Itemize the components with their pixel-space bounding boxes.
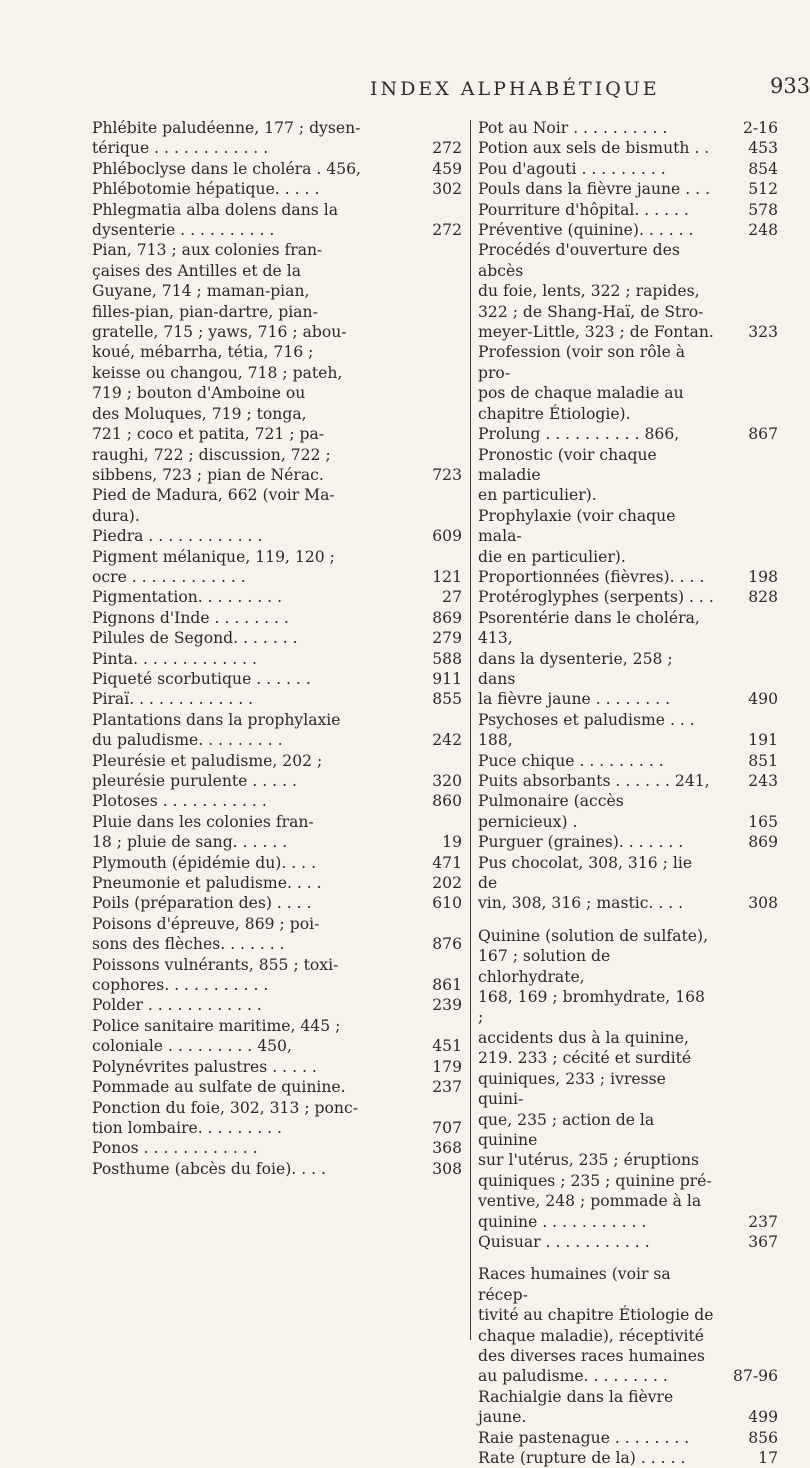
entry-text: Piedra . . . . . . . . . . . . (92, 527, 263, 546)
entry-text: Pied de Madura, 662 (voir Ma- (92, 486, 335, 505)
entry-text: en particulier). (478, 486, 597, 505)
entry-page-ref: 121 (432, 567, 462, 586)
entry-text: cophores. . . . . . . . . . . (92, 976, 269, 995)
entry-page-ref: 368 (432, 1139, 462, 1158)
index-entry (92, 363, 462, 383)
entry-text: Pneumonie et paludisme. . . . (92, 874, 322, 893)
entry-page-ref: 855 (432, 690, 462, 709)
index-entry (92, 751, 462, 771)
index-entry (92, 608, 462, 628)
entry-text: Ponos . . . . . . . . . . . . (92, 1139, 258, 1158)
index-entry (92, 1016, 462, 1036)
entry-page-ref: 27 (442, 588, 462, 607)
index-entry (478, 322, 778, 342)
index-entry (478, 1346, 778, 1366)
index-entry (92, 791, 462, 811)
entry-page-ref: 239 (432, 996, 462, 1015)
entry-page-ref: 179 (432, 1057, 462, 1076)
index-entry (92, 424, 462, 444)
entry-text: Pigmentation. . . . . . . . . (92, 588, 283, 607)
entry-text: Piraï. . . . . . . . . . . . . (92, 690, 254, 709)
index-entry (92, 710, 462, 730)
entry-page-ref: 867 (748, 425, 778, 444)
index-entry (92, 771, 462, 791)
entry-text: vin, 308, 316 ; mastic. . . . (478, 894, 684, 913)
entry-page-ref: 17 (758, 1449, 778, 1467)
index-entry (478, 567, 778, 587)
entry-text: Police sanitaire maritime, 445 ; (92, 1016, 341, 1035)
index-entry (92, 1098, 462, 1118)
index-entry (478, 118, 778, 138)
entry-text: çaises des Antilles et de la (92, 261, 302, 280)
index-entry (92, 240, 462, 260)
entry-text: Protéroglyphes (serpents) . . . (478, 588, 714, 607)
entry-page-ref: 242 (432, 731, 462, 750)
entry-text: raughi, 722 ; discussion, 722 ; (92, 445, 331, 464)
index-entry (92, 873, 462, 893)
entry-page-ref: 609 (432, 527, 462, 546)
entry-page-ref: 272 (432, 221, 462, 240)
entry-text: Quisuar . . . . . . . . . . . (478, 1232, 650, 1251)
entry-text: Prolung . . . . . . . . . . 866, (478, 425, 680, 444)
index-entry (478, 179, 778, 199)
entry-text: 721 ; coco et patita, 721 ; pa- (92, 425, 325, 444)
index-entry (478, 1150, 778, 1170)
index-entry (478, 302, 778, 322)
index-entry (92, 138, 462, 158)
entry-text: Psorentérie dans le choléra, 413, (478, 608, 700, 648)
index-entry (92, 1138, 462, 1158)
index-entry (92, 526, 462, 546)
index-entry (92, 934, 462, 954)
entry-text: Pian, 713 ; aux colonies fran- (92, 241, 323, 260)
index-entry (478, 1110, 778, 1151)
entry-page-ref: 911 (432, 669, 462, 688)
index-entry (92, 1159, 462, 1179)
entry-text: Phlébotomie hépatique. . . . . (92, 180, 320, 199)
index-entry (478, 1305, 778, 1325)
entry-text: 719 ; bouton d'Amboine ou (92, 384, 306, 403)
running-title: INDEX ALPHABÉTIQUE (370, 78, 660, 100)
entry-text: du paludisme. . . . . . . . . (92, 731, 283, 750)
index-entry (92, 1036, 462, 1056)
entry-text: Procédés d'ouverture des abcès (478, 241, 680, 280)
index-entry (92, 342, 462, 362)
index-entry (92, 730, 462, 750)
entry-text: tion lombaire. . . . . . . . . (92, 1118, 283, 1137)
entry-page-ref: 459 (432, 159, 462, 178)
entry-text: Psychoses et paludisme . . . 188, (478, 710, 695, 750)
entry-text: coloniale . . . . . . . . . 450, (92, 1037, 292, 1056)
index-entry (478, 1387, 778, 1428)
entry-page-ref: 237 (432, 1078, 462, 1097)
index-entry (92, 955, 462, 975)
entry-text: tivité au chapitre Étiologie de (478, 1306, 714, 1325)
entry-text: Plotoses . . . . . . . . . . . (92, 792, 267, 811)
entry-text: Guyane, 714 ; maman-pian, (92, 282, 310, 301)
entry-text: chapitre Étiologie). (478, 404, 631, 423)
index-entry (478, 506, 778, 547)
index-entry (92, 995, 462, 1015)
index-entry (92, 179, 462, 199)
index-entry (478, 1028, 778, 1048)
entry-page-ref: 860 (432, 792, 462, 811)
entry-text: Pouls dans la fièvre jaune . . . (478, 180, 711, 199)
entry-page-ref: 191 (748, 731, 778, 750)
index-entry (92, 669, 462, 689)
entry-page-ref: 828 (748, 588, 778, 607)
entry-text: die en particulier). (478, 547, 626, 566)
index-entry (478, 485, 778, 505)
entry-text: Prophylaxie (voir chaque mala- (478, 506, 676, 546)
entry-page-ref: 323 (748, 323, 778, 342)
entry-text: Plantations dans la prophylaxie (92, 710, 341, 729)
entry-page-ref: 320 (432, 772, 462, 790)
index-entry (478, 342, 778, 383)
entry-page-ref: 856 (748, 1428, 778, 1447)
entry-page-ref: 367 (748, 1232, 778, 1251)
entry-text: Phléboclyse dans le choléra . 456, (92, 159, 362, 178)
index-entry (478, 1212, 778, 1232)
entry-text: gratelle, 715 ; yaws, 716 ; abou- (92, 323, 347, 342)
entry-text: Pleurésie et paludisme, 202 ; (92, 751, 323, 770)
entry-page-ref: 869 (748, 833, 778, 852)
index-entry (92, 914, 462, 934)
index-entry (478, 138, 778, 158)
index-entry (92, 649, 462, 669)
entry-text: meyer-Little, 323 ; de Fontan. (478, 323, 714, 342)
index-entry (478, 751, 778, 771)
entry-text: koué, mébarrha, tétia, 716 ; (92, 343, 314, 362)
entry-text: Plymouth (épidémie du). . . . (92, 853, 317, 872)
index-entry (92, 628, 462, 648)
entry-text: Proportionnées (fièvres). . . . (478, 567, 705, 586)
entry-page-ref: 869 (432, 608, 462, 627)
entry-page-ref: 308 (432, 1159, 462, 1178)
entry-text: keisse ou changou, 718 ; pateh, (92, 363, 343, 382)
entry-page-ref: 854 (748, 159, 778, 178)
entry-text: Pot au Noir . . . . . . . . . . (478, 119, 668, 137)
entry-text: sibbens, 723 ; pian de Nérac. (92, 465, 324, 484)
entry-text: Raie pastenague . . . . . . . . (478, 1428, 690, 1447)
entry-page-ref: 453 (748, 139, 778, 158)
index-entry (92, 485, 462, 505)
entry-text: Rachialgie dans la fièvre jaune. (478, 1387, 674, 1427)
entry-page-ref: 2-16 (742, 119, 778, 137)
index-group-p (478, 118, 778, 914)
index-entry (92, 812, 462, 832)
entry-text: dans la dysenterie, 258 ; dans (478, 649, 673, 688)
entry-page-ref: 451 (432, 1037, 462, 1056)
entry-text: Phlegmatia alba dolens dans la (92, 200, 338, 219)
index-entry (92, 832, 462, 852)
entry-page-ref: 861 (432, 976, 462, 995)
entry-text: 219. 233 ; cécité et surdité (478, 1049, 692, 1068)
entry-text: la fièvre jaune . . . . . . . . (478, 690, 671, 709)
index-entry (478, 926, 778, 946)
entry-text: Pus chocolat, 308, 316 ; lie de (478, 853, 693, 893)
entry-text: Rate (rupture de la) . . . . . (478, 1449, 686, 1467)
entry-text: Purguer (graines). . . . . . . (478, 833, 684, 852)
index-entry (478, 1366, 778, 1386)
entry-text: quiniques ; 235 ; quinine pré- (478, 1171, 712, 1190)
entry-text: Préventive (quinine). . . . . . (478, 221, 694, 240)
entry-page-ref: 851 (748, 751, 778, 770)
index-entry (478, 689, 778, 709)
index-entry (478, 1326, 778, 1346)
entry-text: du foie, lents, 322 ; rapides, (478, 282, 700, 301)
entry-page-ref: 707 (432, 1118, 462, 1137)
entry-page-ref: 490 (748, 690, 778, 709)
index-entry (478, 987, 778, 1028)
index-entry (478, 159, 778, 179)
index-entry (92, 465, 462, 485)
entry-text: sons des flèches. . . . . . . (92, 935, 285, 954)
entry-page-ref: 512 (748, 180, 778, 199)
index-entry (92, 322, 462, 342)
index-entry (92, 445, 462, 465)
entry-text: Poissons vulnérants, 855 ; toxi- (92, 955, 339, 974)
entry-text: dura). (92, 506, 140, 525)
index-entry (92, 118, 462, 138)
entry-text: accidents dus à la quinine, (478, 1028, 689, 1047)
entry-text: Profession (voir son rôle à pro- (478, 343, 686, 382)
index-entry (478, 547, 778, 567)
index-entry (92, 547, 462, 567)
index-entry (92, 893, 462, 913)
entry-text: 18 ; pluie de sang. . . . . . (92, 833, 288, 852)
entry-text: ventive, 248 ; pommade à la (478, 1192, 702, 1211)
entry-page-ref: 165 (748, 812, 778, 831)
index-entry (478, 424, 778, 444)
entry-text: ocre . . . . . . . . . . . . (92, 567, 246, 586)
index-entry (478, 1048, 778, 1068)
entry-text: au paludisme. . . . . . . . . (478, 1367, 668, 1386)
index-entry (92, 1077, 462, 1097)
index-entry (478, 445, 778, 486)
entry-text: Piqueté scorbutique . . . . . . (92, 669, 311, 688)
entry-text: Pilules de Segond. . . . . . . (92, 629, 298, 648)
index-entry (478, 1191, 778, 1211)
entry-page-ref: 499 (748, 1408, 778, 1427)
entry-page-ref: 87-96 (733, 1367, 778, 1386)
entry-page-ref: 243 (748, 772, 778, 790)
entry-text: Ponction du foie, 302, 313 ; ponc- (92, 1098, 358, 1117)
index-entry (92, 302, 462, 322)
entry-page-ref: 578 (748, 200, 778, 219)
entry-text: 168, 169 ; bromhydrate, 168 ; (478, 988, 705, 1027)
right-column (478, 118, 778, 1468)
entry-text: Pinta. . . . . . . . . . . . . (92, 649, 258, 668)
entry-text: Pignons d'Inde . . . . . . . . (92, 608, 289, 627)
entry-text: 167 ; solution de chlorhydrate, (478, 947, 611, 986)
entry-text: Phlébite paludéenne, 177 ; dysen- (92, 119, 361, 137)
entry-text: filles-pian, pian-dartre, pian- (92, 302, 318, 321)
index-entry (478, 1428, 778, 1448)
index-entry (478, 404, 778, 424)
index-group-q (478, 926, 778, 1253)
entry-page-ref: 302 (432, 180, 462, 199)
index-group-r (478, 1264, 778, 1468)
entry-text: Pigment mélanique, 119, 120 ; (92, 547, 335, 566)
index-entry (478, 200, 778, 220)
index-entry (478, 1069, 778, 1110)
index-entry (92, 975, 462, 995)
entry-text: des diverses races humaines (478, 1346, 705, 1365)
entry-page-ref: 279 (432, 629, 462, 648)
page-number: 933 (770, 74, 810, 98)
entry-text: Poisons d'épreuve, 869 ; poi- (92, 914, 320, 933)
index-entry (92, 261, 462, 281)
entry-text: Pronostic (voir chaque maladie (478, 445, 657, 484)
entry-page-ref: 308 (748, 894, 778, 913)
entry-text: Quinine (solution de sulfate), (478, 926, 709, 945)
entry-text: Puce chique . . . . . . . . . (478, 751, 664, 770)
entry-text: Pou d'agouti . . . . . . . . . (478, 159, 666, 178)
index-entry (478, 893, 778, 913)
index-entry (478, 710, 778, 751)
entry-text: des Moluques, 719 ; tonga, (92, 404, 307, 423)
entry-page-ref: 876 (432, 935, 462, 954)
entry-text: quinine . . . . . . . . . . . (478, 1212, 647, 1231)
entry-page-ref: 471 (432, 853, 462, 872)
entry-page-ref: 723 (432, 465, 462, 484)
index-entry (92, 506, 462, 526)
index-entry (92, 404, 462, 424)
entry-page-ref: 588 (432, 649, 462, 668)
entry-page-ref: 272 (432, 139, 462, 158)
entry-text: que, 235 ; action de la quinine (478, 1110, 655, 1149)
index-entry (478, 946, 778, 987)
index-entry (92, 220, 462, 240)
left-column (92, 118, 462, 1179)
entry-page-ref: 198 (748, 567, 778, 586)
index-entry (92, 567, 462, 587)
entry-page-ref: 237 (748, 1212, 778, 1231)
index-entry (478, 1264, 778, 1305)
index-entry (92, 689, 462, 709)
entry-text: sur l'utérus, 235 ; éruptions (478, 1151, 700, 1170)
entry-text: Pluie dans les colonies fran- (92, 812, 314, 831)
index-entry (92, 853, 462, 873)
index-entry (478, 1232, 778, 1252)
index-entry (92, 281, 462, 301)
index-entry (92, 1057, 462, 1077)
entry-text: dysenterie . . . . . . . . . . (92, 221, 275, 240)
group-gap (478, 1252, 778, 1264)
index-entry (478, 1171, 778, 1191)
entry-page-ref: 248 (748, 221, 778, 240)
index-entry (92, 200, 462, 220)
index-entry (92, 159, 462, 179)
page-header (0, 64, 810, 104)
entry-page-ref: 19 (442, 833, 462, 852)
index-entry (92, 1118, 462, 1138)
index-entry (478, 587, 778, 607)
column-divider (470, 120, 471, 1340)
entry-page-ref: 610 (432, 894, 462, 913)
entry-text: Races humaines (voir sa récep- (478, 1265, 671, 1304)
entry-text: Pourriture d'hôpital. . . . . . (478, 200, 689, 219)
entry-text: Polynévrites palustres . . . . . (92, 1057, 317, 1076)
index-entry (478, 1448, 778, 1468)
index-entry (478, 771, 778, 791)
entry-text: Posthume (abcès du foie). . . . (92, 1159, 326, 1178)
entry-text: pleurésie purulente . . . . . (92, 772, 297, 790)
index-entry (478, 649, 778, 690)
entry-text: Poils (préparation des) . . . . (92, 894, 312, 913)
entry-text: Pulmonaire (accès pernicieux) . (478, 792, 624, 831)
entry-text: Polder . . . . . . . . . . . . (92, 996, 262, 1015)
entry-text: Puits absorbants . . . . . . 241, (478, 772, 710, 790)
entry-text: 322 ; de Shang-Haï, de Stro- (478, 302, 704, 321)
entry-text: quiniques, 233 ; ivresse quini- (478, 1069, 666, 1109)
entry-text: térique . . . . . . . . . . . . (92, 139, 269, 158)
entry-text: Pommade au sulfate de quinine. (92, 1078, 346, 1097)
index-entry (478, 281, 778, 301)
index-entry (478, 853, 778, 894)
entry-text: pos de chaque maladie au (478, 384, 684, 403)
entry-page-ref: 202 (432, 874, 462, 893)
group-gap (478, 914, 778, 926)
index-entry (478, 608, 778, 649)
index-entry (92, 383, 462, 403)
index-entry (478, 832, 778, 852)
index-entry (478, 240, 778, 281)
index-entry (478, 383, 778, 403)
entry-text: chaque maladie), réceptivité (478, 1326, 705, 1345)
index-entry (478, 791, 778, 832)
index-entry (92, 587, 462, 607)
entry-text: Potion aux sels de bismuth . . (478, 139, 710, 158)
index-entry (478, 220, 778, 240)
